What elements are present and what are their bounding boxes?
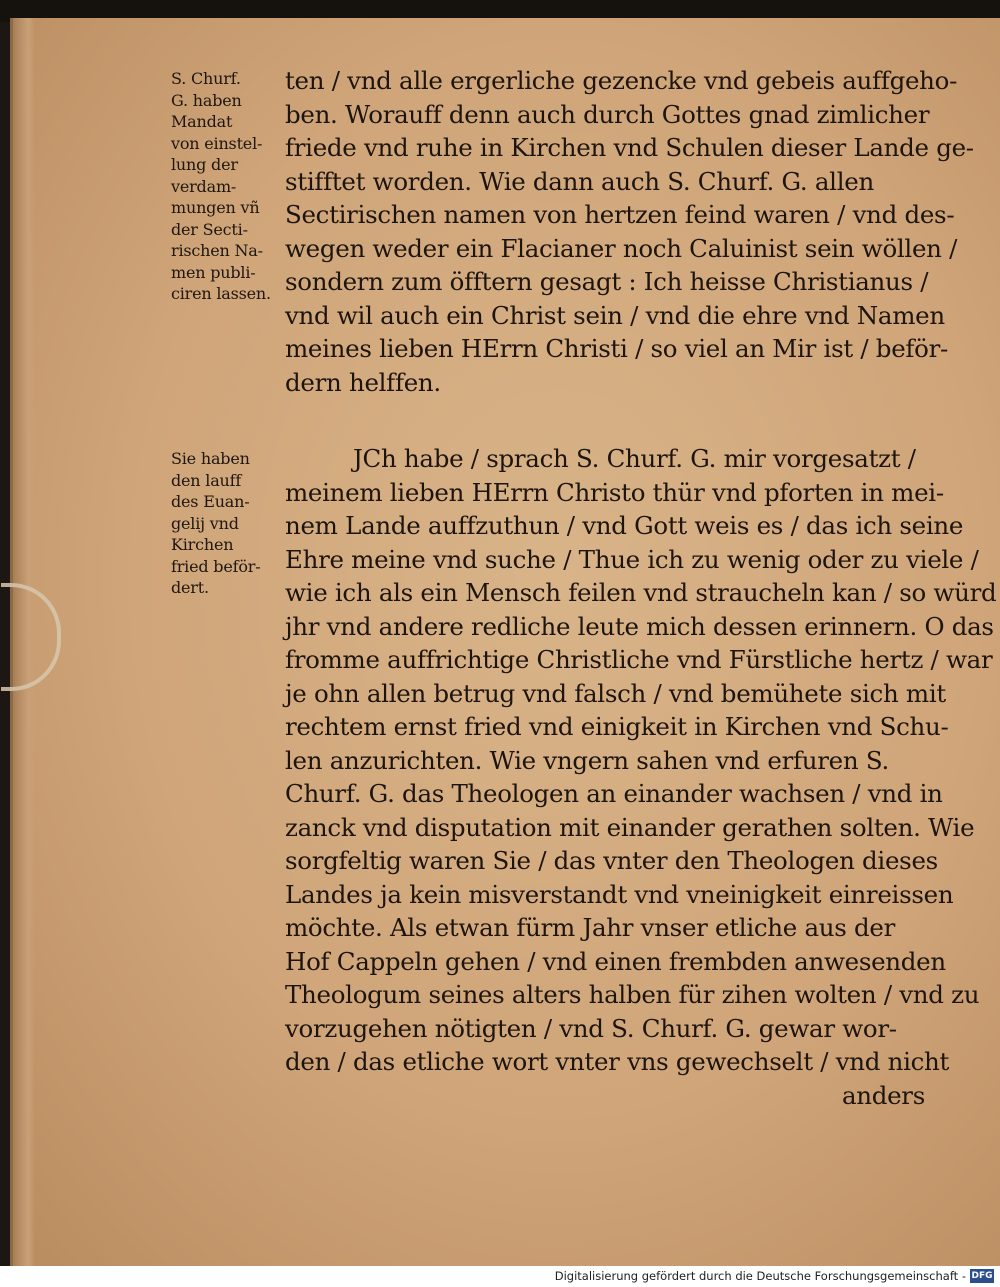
marginal-line: rischen Na- xyxy=(171,241,263,260)
footer-credit: Digitalisierung gefördert durch die Deutsche Forschungsgemeinschaft - xyxy=(554,1269,966,1283)
book-page xyxy=(10,18,1000,1266)
marginal-line: Kirchen xyxy=(171,535,234,554)
marginal-line: Sie haben xyxy=(171,449,250,468)
text-line: jhr vnd andere redliche leute mich dessen erinnern. O das xyxy=(285,611,994,641)
text-line: rechtem ernst fried vnd einigkeit in Kirchen vnd Schu- xyxy=(285,712,949,741)
text-line: zanck vnd disputation mit einander gerathen solten. Wie xyxy=(285,812,975,842)
dfg-logo: DFG xyxy=(971,1271,993,1281)
paragraph-1 xyxy=(285,64,974,399)
footer-bar xyxy=(0,1266,1000,1287)
marginal-line: G. haben xyxy=(171,90,242,110)
text-line: Churf. G. das Theologen an einander wachsen / vnd in xyxy=(285,779,943,808)
marginal-line: von einstel- xyxy=(171,133,263,153)
text-line: Hof Cappeln gehen / vnd einen frembden anwesenden xyxy=(285,946,946,976)
marginal-line: der Secti- xyxy=(171,219,248,239)
marginal-note-2 xyxy=(171,448,281,599)
text-line: ben. Worauff denn auch durch Gottes gnad zimlicher xyxy=(285,99,930,129)
text-line: friede vnd ruhe in Kirchen vnd Schulen dieser Lande ge- xyxy=(285,133,974,162)
text-line: den / das etliche wort vnter vns gewechselt / vnd nicht xyxy=(285,1047,950,1076)
text-line: fromme auffrichtige Christliche vnd Fürstliche hertz / war xyxy=(285,645,993,674)
marginal-line: mungen vñ xyxy=(171,198,260,217)
text-line: ten / vnd alle ergerliche gezencke vnd gebeis auffgeho- xyxy=(285,66,958,95)
marginal-line: des Euan- xyxy=(171,492,250,511)
marginal-line: men publi- xyxy=(171,262,256,282)
text-line: Ehre meine vnd suche / Thue ich zu wenig oder zu viele / xyxy=(285,544,979,574)
text-line: vnd wil auch ein Christ sein / vnd die ehre vnd Namen xyxy=(285,300,945,330)
text-line: sondern zum öfftern gesagt : Ich heisse Christianus / xyxy=(285,267,929,296)
catchword: anders xyxy=(841,1080,925,1110)
text-line: dern helffen. xyxy=(285,367,441,397)
marginal-line: fried beför- xyxy=(171,556,261,576)
text-line: stifftet worden. Wie dann auch S. Churf. G. allen xyxy=(285,166,874,196)
text-line: meines lieben HErrn Christi / so viel an Mir ist / beför- xyxy=(285,334,949,363)
text-line: sorgfeltig waren Sie / das vnter den Theologen dieses xyxy=(285,846,938,875)
marginal-line: verdam- xyxy=(171,176,237,196)
text-line: wegen weder ein Flacianer noch Caluinist sein wöllen / xyxy=(285,233,958,263)
text-line: meinem lieben HErrn Christo thür vnd pforten in mei- xyxy=(285,477,944,507)
text-line: je ohn allen betrug vnd falsch / vnd bemühete sich mit xyxy=(285,678,946,708)
marginal-line: ciren lassen. xyxy=(171,284,271,303)
marginal-line: den lauff xyxy=(171,470,242,490)
marginal-line: lung der xyxy=(171,155,238,174)
text-line: JCh habe / sprach S. Churf. G. mir vorgesatzt / xyxy=(353,444,916,473)
marginal-line: S. Churf. xyxy=(171,69,241,88)
marginal-line: dert. xyxy=(171,578,209,597)
clip-ring xyxy=(1,583,61,691)
text-line: nem Lande auffzuthun / vnd Gott weis es / das ich seine xyxy=(285,511,964,540)
paragraph-2 xyxy=(285,442,997,1112)
text-line: möchte. Als etwan fürm Jahr vnser etliche aus der xyxy=(285,913,896,942)
text-line: wie ich als ein Mensch feilen vnd straucheln kan / so würd xyxy=(285,578,997,607)
text-line: Landes ja kein misverstandt vnd vneinigkeit einreissen xyxy=(285,879,954,909)
marginal-note-1 xyxy=(171,68,281,305)
marginal-line: gelij vnd xyxy=(171,513,239,533)
text-line: Theologum seines alters halben für zihen wolten / vnd zu xyxy=(285,980,980,1009)
marginal-line: Mandat xyxy=(171,112,233,131)
text-line: vorzugehen nötigten / vnd S. Churf. G. gewar wor- xyxy=(285,1013,897,1043)
text-line: len anzurichten. Wie vngern sahen vnd erfuren S. xyxy=(285,745,889,775)
text-line: Sectirischen namen von hertzen feind waren / vnd des- xyxy=(285,200,955,229)
